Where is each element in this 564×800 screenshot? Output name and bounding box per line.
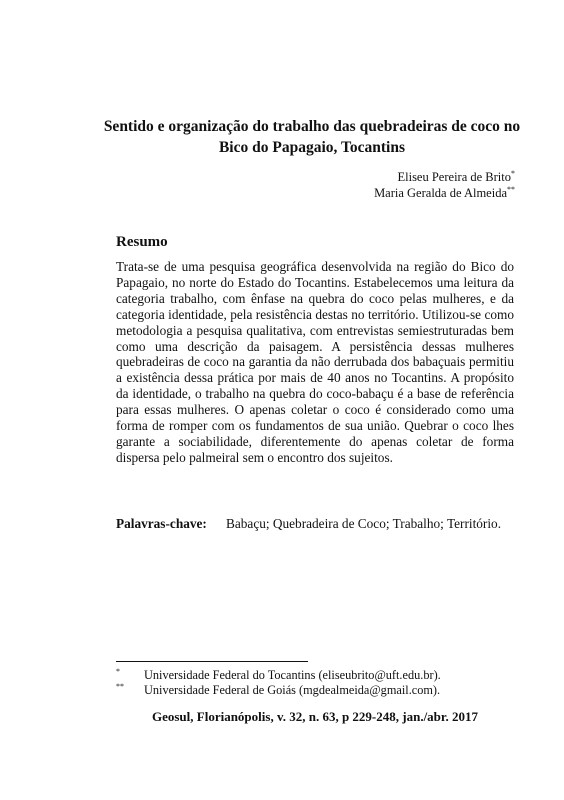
author-2-mark: ** — [507, 185, 515, 194]
author-1-name: Eliseu Pereira de Brito — [397, 170, 511, 185]
keywords-label — [116, 516, 226, 532]
journal-footer: Geosul, Florianópolis, v. 32, n. 63, p 229-248, jan./abr. 2017 — [151, 709, 478, 724]
author-1-mark: * — [511, 169, 515, 178]
keywords-separator: : — [202, 516, 207, 531]
author-2 — [374, 182, 515, 201]
abstract-heading: Resumo — [116, 234, 168, 250]
footnote-1-text: Universidade Federal do Tocantins (eliseubrito@uft.edu.br). — [144, 668, 441, 682]
footnote-rule — [116, 661, 308, 662]
footnote-2-text: Universidade Federal de Goiás (mgdealmeida@gmail.com). — [144, 683, 441, 697]
abstract-text: Trata-se de uma pesquisa geográfica desenvolvida na região do Bico do Papagaio, no norte do Estado do Tocantins. Estabelecemos uma leitura da categoria trabalho, com ênfase na quebra do coco pelas mulheres, e da categoria identidade, pela resistência destas no território. Utilizou-se como metodologia a pesquisa qualitativa, com entrevistas semiestruturadas bem como uma descrição da paisagem. A persistência dessas mulheres quebradeiras de coco na garantia da não derrubada dos babaçuais permitiu a existência dessa prática por mais de 40 anos no Tocantins. A propósito da identidade, o trabalho na quebra do coco-babaçu é a base de referência para essas mulheres. O apenas coletar o coco é considerado como uma forma de romper com os fundamentos de sua união. Quebrar o coco lhes garante a sociabilidade, diferentemente do apenas coletar de forma dispersa pelo palmeiral sem o encontro dos sujeitos. — [116, 259, 514, 465]
keywords-label-text: Palavras-chave — [116, 516, 203, 531]
author-2-name: Maria Geralda de Almeida — [374, 186, 507, 201]
article-title: Sentido e organização do trabalho das quebradeiras de coco no Bico do Papagaio, Tocantins — [103, 118, 521, 156]
footnote-1: * Universidade Federal do Tocantins (eliseubrito@uft.edu.br). — [116, 666, 441, 682]
keywords — [116, 516, 514, 532]
footnote-2: ** Universidade Federal de Goiás (mgdealmeida@gmail.com). — [116, 681, 441, 697]
keywords-text: Babaçu; Quebradeira de Coco; Trabalho; Território. — [226, 516, 502, 531]
